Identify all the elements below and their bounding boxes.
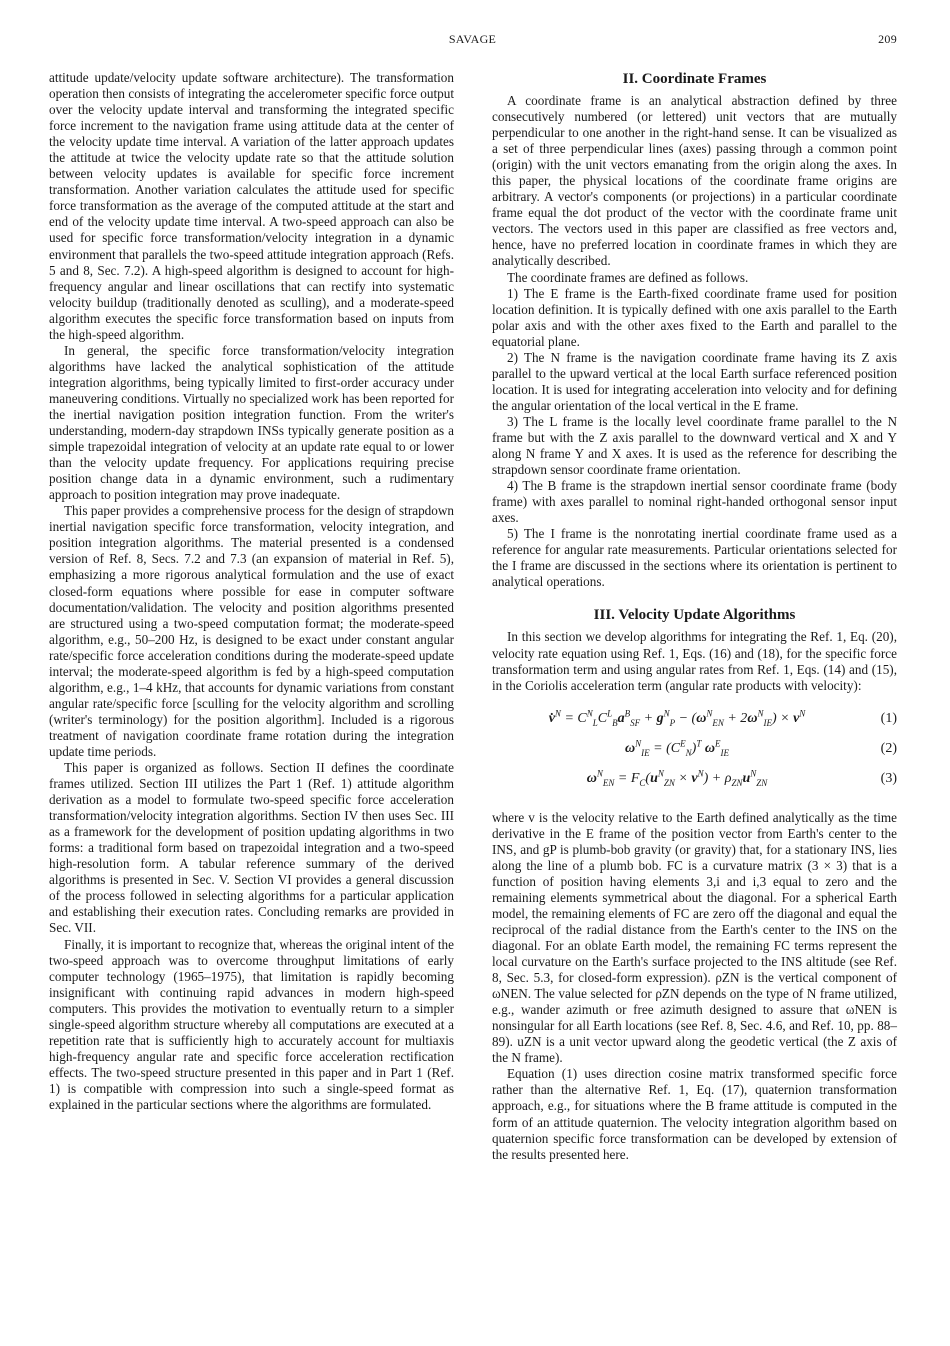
equation-3-math: $\omega^N_{EN} = F_C(u^N_{ZN} \times v^N) + \rho_{ZN}u^N_{ZN}$ bbox=[586, 767, 768, 788]
list-item: 4) The B frame is the strapdown inertial sensor coordinate frame (body frame) with axes parallel to nominal right-handed orthogonal sensor input axes. bbox=[492, 478, 897, 526]
running-header bbox=[48, 32, 897, 48]
paragraph: This paper is organized as follows. Section II defines the coordinate frames utilized. Section III utilizes the Part 1 (Ref. 1) attitude algorithm derivation as a model to formulate two-speed specific force acceleration transformation/velocity integration algorithms. Section IV then uses Sec. III as a framework for the development of position updating algorithms in two forms: a traditional form based on trapezoidal integration and a two-speed high-resolution form. A tabular reference summary of the derived algorithms is presented in Sec. V. Section VI provides a general discussion of the process followed in selecting algorithms for a particular application and establishing their execution rates. Concluding remarks are provided in Sec. VII. bbox=[49, 760, 454, 936]
paragraph: attitude update/velocity update software architecture). The transformation operation then consists of integrating the accelerometer specific force output over the velocity update interval and transforming the integrated specific force increment to the navigation frame using attitude data at the center of the velocity update time interval. A variation of the latter approach updates the attitude at twice the velocity update rate so that the attitude solution between velocity updates is available for specific force increment transformation. Another variation calculates the attitude used for specific force transformation as the average of the computed attitude at the start and end of the velocity update time interval. A two-speed approach can also be used for specific force transformation/velocity integration in a dynamic environment that parallels the two-speed attitude integration approach (Refs. 5 and 8, Sec. 7.2). A high-speed algorithm is designed to account for high-frequency angular and linear oscillations that can rectify into systematic velocity buildup (traditionally denoted as sculling), and a moderate-speed algorithm executes the specific force transformation based on inputs from the high-speed algorithm. bbox=[49, 70, 454, 342]
equation-number: (2) bbox=[880, 740, 897, 756]
list-item: 5) The I frame is the nonrotating inertial coordinate frame used as a reference for angular rate measurements. Particular orientations selected for the I frame are discussed in the sections where its orientation is pertinent to analytical operations. bbox=[492, 526, 897, 590]
equation-2 bbox=[492, 736, 897, 766]
paragraph: In general, the specific force transformation/velocity integration algorithms have lacked the analytical sophistication of the attitude integration algorithms, being typically limited to first-order accuracy under maneuvering conditions. Virtually no specialized work has been reported for the inertial navigation position integration function. From the writer's understanding, modern-day strapdown INSs typically generate position as a simple trapezoidal integration of velocity at an update rate equal to or lower than the velocity update frequency. For applications requiring precise position change data in a dynamic environment, such a rudimentary approach to position integration may prove inadequate. bbox=[49, 342, 454, 503]
list-item: 2) The N frame is the navigation coordinate frame having its Z axis parallel to the upward vertical at the local Earth surface referenced position location. It is used for integrating acceleration into velocity and for defining the angular orientation of the local vertical in the E frame. bbox=[492, 349, 897, 413]
paragraph: A coordinate frame is an analytical abstraction defined by three consecutively numbered (or lettered) unit vectors that are mutually perpendicular to one another in the right-hand sense. It can be visualized as a set of three perpendicular lines (axes) passing through a common point (origin) with the unit vectors emanating from the origin along the axes. In this paper, the physical locations of the coordinate frame origins are arbitrary. A vector's components (or projections) in a particular coordinate frame equal the dot product of the vector with the coordinate frame unit vectors. The vectors used in this paper are classified as free vectors and, hence, have no preferred location in coordinate frames in which they are analytically described. bbox=[492, 93, 897, 269]
equation-1 bbox=[492, 706, 897, 736]
section-heading-coordinate-frames: II. Coordinate Frames bbox=[622, 71, 767, 87]
equation-block bbox=[492, 706, 897, 796]
page-number: 209 bbox=[878, 32, 897, 46]
list-item: 3) The L frame is the locally level coordinate frame parallel to the N frame but with the Z axis parallel to the downward vertical and X and Y along N frame Y and X axes. It is used as the reference for describing the strapdown sensor coordinate frame orientation. bbox=[492, 413, 897, 478]
paragraph: where v is the velocity relative to the Earth defined analytically as the time derivative in the E frame of the position vector from Earth's center to the INS, and gP is plumb-bob gravity (or gravity) that, for a stationary INS, lies along the line of a plumb bob. FC is a curvature matrix (3 × 3) that is a function of position having elements 3,i and i,3 equal to zero and the remaining elements symmetrical about the diagonal. For a spherical Earth model, the remaining elements of FC are zero off the diagonal and equal the reciprocal of the radial distance from the Earth's center to the INS on the diagonal. For an oblate Earth model, the remaining FC terms represent the local curvature on the Earth's surface projected to the INS altitude (see Ref. 8, Sec. 5.3, for closed-form expression). ρZN is the vertical component of ωNEN. The value selected for ρZN depends on the type of N frame utilized, e.g., wander azimuth or free azimuth designed to assure that ωNEN is nonsingular for all Earth locations (see Ref. 8, Sec. 4.6, and Ref. 10, pp. 88–89). uZN is a unit vector upward along the geodetic vertical (the Z axis of the N frame). bbox=[492, 809, 897, 1066]
paragraph: Equation (1) uses direction cosine matrix transformed specific force rather than the alternative Ref. 1, Eq. (17), quaternion transformation approach, e.g., for situations where the B frame attitude is computed in the form of an attitude quaternion. The velocity integration algorithm based on quaternion specific force transformation can be developed by extension of the results presented here. bbox=[492, 1066, 897, 1162]
equation-2-math: $\omega^N_{IE} = (C^E_N)^T$ $\omega^E_{IE}$ bbox=[625, 737, 729, 758]
section-heading-velocity-update: III. Velocity Update Algorithms bbox=[593, 607, 796, 624]
list-item: 1) The E frame is the Earth-fixed coordinate frame used for position location definition. It is typically defined with one axis parallel to the Earth polar axis and with the other axes fixed to the Earth and parallel to the equatorial plane. bbox=[492, 285, 897, 349]
paragraph: This paper provides a comprehensive process for the design of strapdown inertial navigation specific force transformation, velocity integration, and position integration algorithms. The material presented is a condensed version of Ref. 8, Secs. 7.2 and 7.3 (an expansion of material in Ref. 5), emphasizing a more rigorous analytical formulation and the use of exact closed-form equations where possible for ease in computer software documentation/validation. The velocity and position algorithms presented are structured using a two-speed computation format; the moderate-speed algorithm, e.g., 50–200 Hz, is designed to be exact under constant angular rate/specific force acceleration conditions during the moderate-speed update interval; the moderate-speed algorithm is fed by a high-speed computation algorithm, e.g., 1–4 kHz, that accounts for dynamic variations from constant angular rate/specific force [sculling for the velocity algorithm and scrolling (writer's terminology) for the position algorithm]. Included is a rigorous treatment of navigation coordinate frame rotation during the integration update time periods. bbox=[49, 503, 454, 759]
running-head-author: SAVAGE bbox=[448, 32, 497, 46]
right-column bbox=[492, 70, 897, 1163]
paragraph: In this section we develop algorithms for integrating the Ref. 1, Eq. (20), velocity rate equation using Ref. 1, Eqs. (16) and (18), for the specific force transformation term and using angular rates from Ref. 1, Eqs. (14) and (15), in the Coriolis acceleration term (angular rate products with velocity): bbox=[492, 629, 897, 693]
paragraph: Finally, it is important to recognize that, whereas the original intent of the two-speed approach was to overcome throughput limitations of early computer technology (1965–1975), that limitation is rapidly becoming insignificant with continuing rapid advances in modern high-speed computers. This provides the motivation to eventually return to a simpler single-speed algorithm structure whereby all computations are executed at a repetition rate that is sufficiently high to accurately account for multiaxis high-frequency angular rate and specific force acceleration rectification effects. The two-speed structure presented in this paper and in Part 1 (Ref. 1) is compatible with compression into such a single-speed format as explained in the particular sections where the algorithms are formulated. bbox=[49, 936, 454, 1112]
equation-3 bbox=[492, 766, 897, 796]
equation-number: (1) bbox=[880, 710, 897, 726]
equation-number: (3) bbox=[880, 770, 897, 786]
paragraph: The coordinate frames are defined as follows. bbox=[507, 269, 749, 285]
equation-1-math: v̇$^N$ = $C^N_LC^L_Ba^B_{SF} + g^N_P - (\omega^N_{EN} + 2\omega^N_{IE}) \times v^N$ bbox=[548, 707, 806, 728]
left-column bbox=[49, 70, 454, 1113]
